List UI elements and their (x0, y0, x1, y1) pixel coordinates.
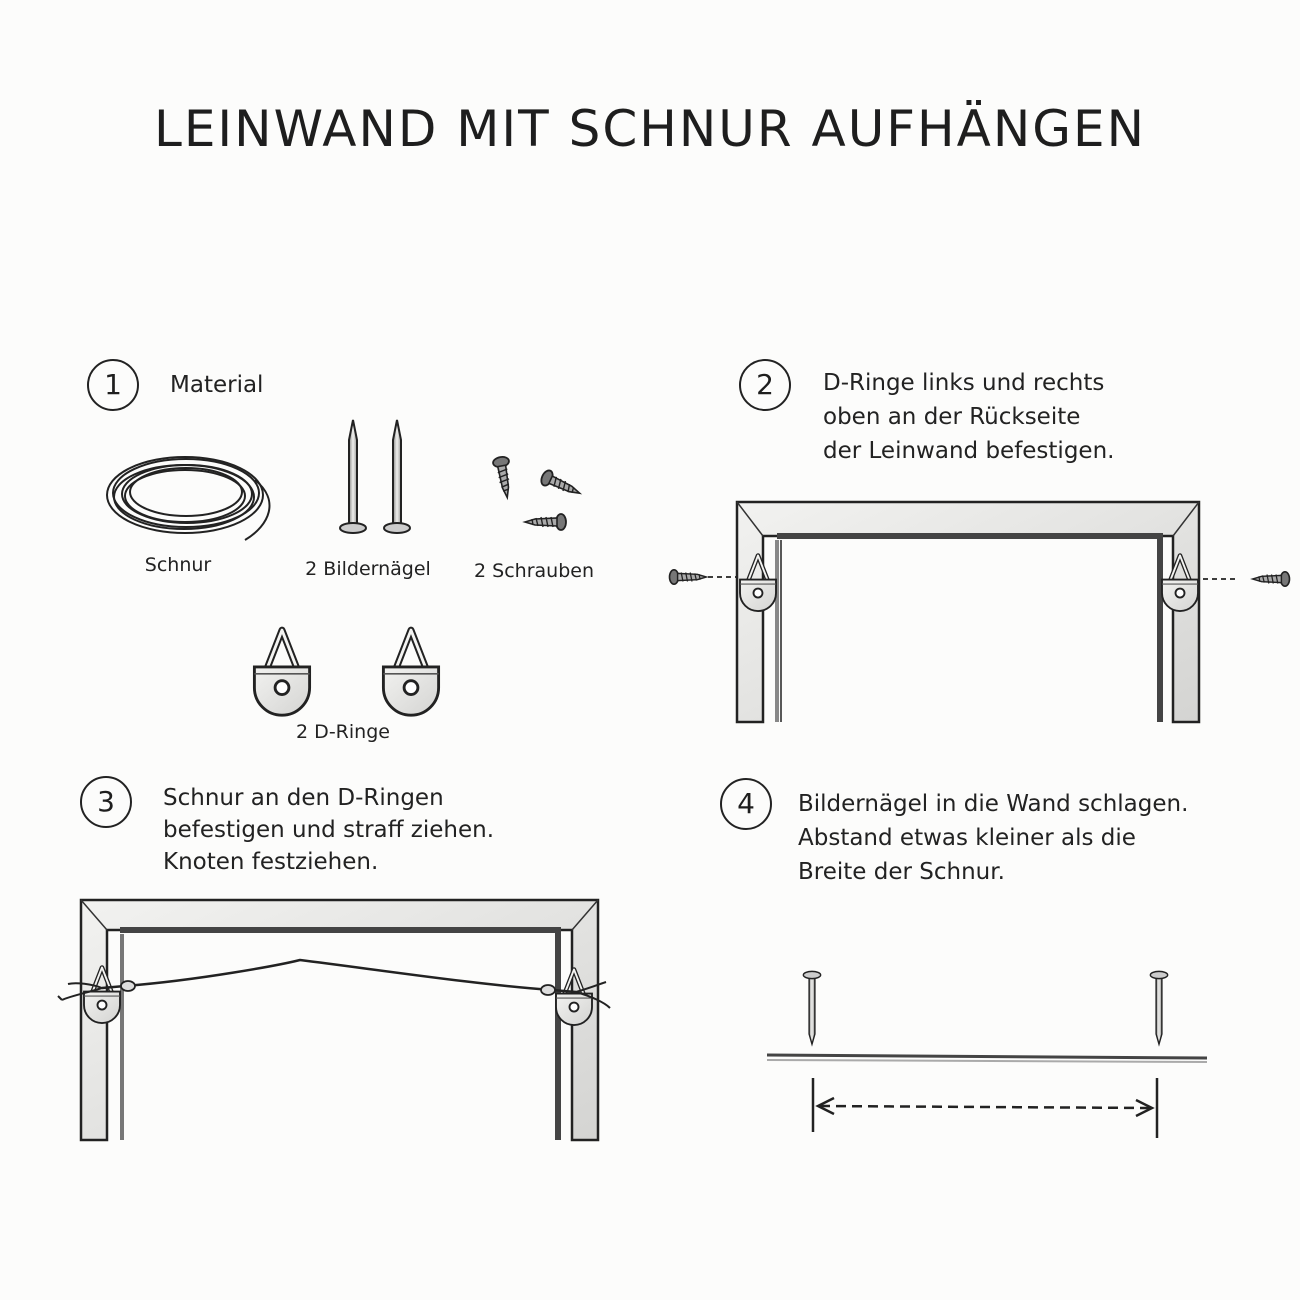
distance-arrow (820, 1106, 1150, 1108)
step-2-number: 2 (739, 359, 791, 411)
picture-nail-icon (803, 971, 1167, 1044)
step-3-text-line-1: Schnur an den D-Ringen (163, 785, 444, 811)
d-ring-icon (740, 556, 1198, 612)
step-3-text-line-2: befestigen und straff ziehen. (163, 817, 495, 843)
step-1-heading: Material (170, 372, 264, 398)
cord-coil-icon (107, 457, 269, 540)
step-4-text-line-2: Abstand etwas kleiner als die (798, 825, 1136, 851)
step-4-text-line-3: Breite der Schnur. (798, 859, 1005, 885)
d-ring-icon (254, 630, 438, 715)
d-ring-icon (84, 968, 592, 1026)
wall-nails-step-4 (767, 971, 1207, 1138)
step-3-text-line-3: Knoten festziehen. (163, 849, 379, 875)
material-label-d-rings: 2 D-Ringe (296, 721, 390, 743)
material-label-screws: 2 Schrauben (474, 560, 594, 582)
step-2-text-line-3: der Leinwand befestigen. (823, 438, 1115, 464)
picture-nail-icon (340, 420, 410, 533)
step-4-number: 4 (720, 778, 772, 830)
step-2-text-line-2: oben an der Rückseite (823, 404, 1081, 430)
step-2-text-line-1: D-Ringe links und rechts (823, 370, 1105, 396)
material-label-cord: Schnur (144, 554, 212, 576)
step-4-text-line-1: Bildernägel in die Wand schlagen. (798, 791, 1189, 817)
step-3-number: 3 (80, 776, 132, 828)
page-title: LEINWAND MIT SCHNUR AUFHÄNGEN (153, 100, 1146, 158)
material-label-nails: 2 Bildernägel (305, 558, 431, 580)
canvas-back-step-2 (670, 502, 1290, 722)
step-1-number: 1 (87, 359, 139, 411)
screw-icon (492, 456, 583, 530)
canvas-back-step-3 (58, 900, 610, 1140)
hanging-cord (102, 960, 576, 992)
